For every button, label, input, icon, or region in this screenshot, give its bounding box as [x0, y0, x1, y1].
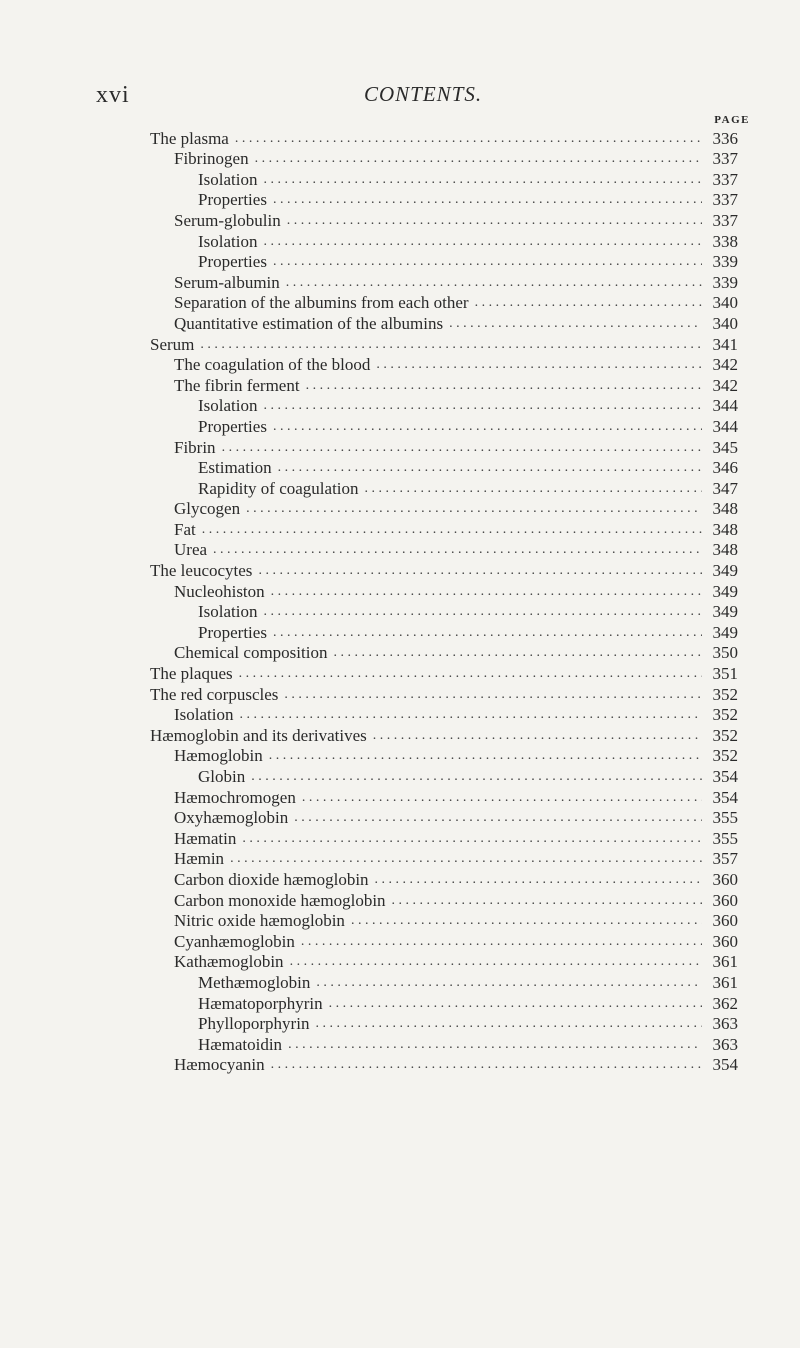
toc-entry [150, 725, 738, 746]
toc-entry-title: Cyanhæmoglobin [174, 931, 295, 951]
toc-entry-page: 347 [712, 478, 738, 498]
toc-entry-title: Carbon dioxide hæmoglobin [174, 869, 369, 889]
toc-entry [150, 519, 738, 540]
dot-leader [294, 808, 702, 828]
toc-entry-page: 338 [712, 231, 738, 251]
toc-entry [150, 560, 738, 581]
toc-entry [150, 746, 738, 767]
toc-entry-title: Properties [198, 622, 267, 642]
toc-entry-page: 344 [712, 416, 738, 436]
toc-entry-title: Isolation [174, 705, 234, 725]
toc-entry-page: 351 [712, 664, 738, 684]
dot-leader [449, 314, 702, 334]
toc-entry-title: Phylloporphyrin [198, 1014, 310, 1034]
dot-leader [255, 149, 702, 169]
toc-entry-page: 349 [712, 561, 738, 581]
toc-entry-title: Hæmocyanin [174, 1055, 265, 1075]
toc-entry [150, 931, 738, 952]
toc-entry [150, 396, 738, 417]
toc-entry [150, 993, 738, 1014]
page-column-label: PAGE [714, 114, 750, 126]
toc-entry-title: Hæmatoporphyrin [198, 993, 323, 1013]
toc-entry-page: 348 [712, 499, 738, 519]
toc-entry-page: 360 [712, 869, 738, 889]
toc-entry [150, 643, 738, 664]
toc-entry [150, 334, 738, 355]
toc-entry-page: 340 [712, 293, 738, 313]
toc-entry-page: 352 [712, 746, 738, 766]
toc-entry-title: Glycogen [174, 499, 241, 519]
toc-entry [150, 787, 738, 808]
toc-entry [150, 478, 738, 499]
dot-leader [271, 582, 702, 602]
toc-entry-page: 352 [712, 705, 738, 725]
toc-entry-page: 363 [712, 1034, 738, 1054]
toc-entry-page: 344 [712, 396, 738, 416]
toc-entry [150, 437, 738, 458]
dot-leader [235, 129, 702, 149]
dot-leader [302, 788, 702, 808]
dot-leader [475, 293, 702, 313]
toc-entry [150, 952, 738, 973]
toc-entry [150, 1034, 738, 1055]
toc-entry [150, 705, 738, 726]
dot-leader [306, 376, 702, 396]
toc-entry-page: 350 [712, 643, 738, 663]
dot-leader [273, 417, 702, 437]
toc-entry-page: 337 [712, 149, 738, 169]
toc-entry-page: 360 [712, 911, 738, 931]
toc-entry-page: 342 [712, 375, 738, 395]
toc-entry-page: 345 [712, 437, 738, 457]
toc-entry-page: 357 [712, 849, 738, 869]
toc-entry [150, 355, 738, 376]
dot-leader [271, 1055, 702, 1075]
toc-entry-title: Globin [198, 767, 246, 786]
toc-entry-title: Fat [174, 519, 196, 539]
toc-entry-title: The red corpuscles [150, 684, 279, 704]
dot-leader [290, 952, 702, 972]
dot-leader [264, 602, 703, 622]
dot-leader [269, 746, 702, 766]
toc-entry-page: 349 [712, 581, 738, 601]
dot-leader [258, 561, 702, 581]
toc-entry-page: 354 [712, 1055, 738, 1075]
toc-entry-page: 352 [712, 684, 738, 704]
toc-entry [150, 458, 738, 479]
dot-leader [315, 1014, 702, 1034]
toc-entry-title: Fibrin [174, 437, 216, 457]
toc-entry-page: 363 [712, 1014, 738, 1034]
toc-entry [150, 602, 738, 623]
toc-entry-page: 352 [712, 725, 738, 745]
running-title: CONTENTS. [364, 82, 483, 106]
toc-entry-page: 339 [712, 272, 738, 292]
toc-entry-title: Properties [198, 190, 267, 210]
dot-leader [222, 438, 702, 458]
dot-leader [200, 335, 702, 355]
toc-entry [150, 581, 738, 602]
toc-entry-title: Kathæmoglobin [174, 952, 284, 972]
toc-entry-title: Hæmatin [174, 828, 237, 848]
toc-entry-title: Hæmoglobin and its derivatives [150, 725, 367, 745]
toc-entry-page: 355 [712, 808, 738, 828]
toc-entry [150, 808, 738, 829]
toc-entry-page: 361 [712, 952, 738, 972]
toc-entry-title: Properties [198, 416, 267, 436]
dot-leader [273, 252, 702, 272]
toc-entry [150, 272, 738, 293]
toc-entry-page: 354 [712, 767, 738, 786]
toc-entry [150, 849, 738, 870]
dot-leader [333, 643, 702, 663]
dot-leader [278, 458, 702, 478]
toc-entry [150, 375, 738, 396]
toc-entry-page: 349 [712, 602, 738, 622]
toc-entry [150, 252, 738, 273]
toc-entry-title: Isolation [198, 169, 258, 189]
toc-entry-title: Isolation [198, 602, 258, 622]
toc-entry [150, 828, 738, 849]
dot-leader [316, 973, 702, 993]
toc-entry-title: Serum-albumin [174, 272, 280, 292]
toc-entry-page: 340 [712, 313, 738, 333]
dot-leader [284, 685, 702, 705]
toc-entry-title: Isolation [198, 231, 258, 251]
dot-leader [246, 499, 702, 519]
toc-entry [150, 622, 738, 643]
dot-leader [242, 829, 702, 849]
toc-entry-title: Nitric oxide hæmoglobin [174, 911, 345, 931]
toc-entry-title: Methæmoglobin [198, 972, 311, 992]
toc-entry [150, 313, 738, 334]
toc-entry-page: 360 [712, 890, 738, 910]
toc-entry-title: Isolation [198, 396, 258, 416]
dot-leader [273, 623, 702, 643]
dot-leader [329, 994, 702, 1014]
toc-entry-page: 361 [712, 972, 738, 992]
toc-entry-page: 354 [712, 787, 738, 807]
toc-entry-page: 348 [712, 519, 738, 539]
dot-leader [213, 540, 702, 560]
toc-entry-title: Hæmochromogen [174, 787, 296, 807]
toc-entry [150, 293, 738, 314]
toc-entry-title: Separation of the albumins from each other [174, 293, 469, 313]
toc-entry [150, 169, 738, 190]
dot-leader [202, 520, 702, 540]
toc-entry-page: 337 [712, 169, 738, 189]
toc-entry [150, 190, 738, 211]
dot-leader [264, 232, 703, 252]
toc-entry-title: Carbon monoxide hæmoglobin [174, 890, 386, 910]
toc-entry-page: 355 [712, 828, 738, 848]
toc-entry [150, 231, 738, 252]
dot-leader [230, 849, 702, 869]
dot-leader [264, 396, 703, 416]
toc-entry-page: 337 [712, 210, 738, 230]
toc-entry-page: 341 [712, 334, 738, 354]
toc-entry [150, 540, 738, 561]
toc-entry-page: 336 [712, 128, 738, 148]
toc-entry-title: Hæmatoidin [198, 1034, 283, 1054]
toc-entry-title: The leucocytes [150, 561, 253, 581]
dot-leader [375, 870, 702, 890]
toc-entry-title: Hæmin [174, 849, 225, 869]
dot-leader [376, 355, 702, 375]
dot-leader [264, 170, 703, 190]
toc-entry-title: The coagulation of the blood [174, 355, 371, 375]
toc-entry-page: 346 [712, 458, 738, 478]
toc-entry-title: Chemical composition [174, 643, 328, 663]
dot-leader [240, 705, 703, 725]
dot-leader [273, 190, 702, 210]
toc-entry [150, 766, 738, 787]
toc-entry-page: 360 [712, 931, 738, 951]
toc-entry-title: Serum-globulin [174, 210, 281, 230]
toc-entry [150, 1014, 738, 1035]
toc-entry-title: Quantitative estimation of the albumins [174, 313, 444, 333]
dot-leader [286, 273, 702, 293]
toc-entry-title: Properties [198, 252, 267, 272]
toc-entry [150, 210, 738, 231]
page-header [96, 82, 740, 112]
toc-entry-title: The fibrin ferment [174, 375, 300, 395]
dot-leader [287, 211, 702, 231]
toc-entry-page: 342 [712, 355, 738, 375]
toc-entry-title: Urea [174, 540, 208, 560]
toc-entry [150, 1055, 738, 1076]
toc-entry-page: 337 [712, 190, 738, 210]
toc-entry-title: Hæmoglobin [174, 746, 263, 766]
toc-entry-title: Estimation [198, 458, 272, 478]
dot-leader [392, 891, 702, 911]
toc-entry-page: 339 [712, 252, 738, 272]
toc-entry-page: 348 [712, 540, 738, 560]
toc-entry [150, 890, 738, 911]
toc-entry-page: 349 [712, 622, 738, 642]
toc-entry [150, 128, 738, 149]
toc-entry [150, 663, 738, 684]
dot-leader [373, 726, 702, 746]
dot-leader [351, 911, 702, 931]
toc-entry [150, 911, 738, 932]
page-number: xvi [96, 82, 130, 108]
dot-leader [251, 767, 702, 787]
toc-entry-title: The plasma [150, 128, 229, 148]
toc-entry [150, 684, 738, 705]
dot-leader [239, 664, 702, 684]
toc-entry [150, 149, 738, 170]
toc-entry-title: The plaques [150, 664, 233, 684]
dot-leader [288, 1035, 702, 1055]
toc-entry [150, 972, 738, 993]
toc-entry [150, 416, 738, 437]
table-of-contents [150, 128, 738, 1075]
toc-entry-title: Oxyhæmoglobin [174, 808, 289, 828]
dot-leader [301, 932, 702, 952]
toc-entry-page: 362 [712, 993, 738, 1013]
toc-entry-title: Nucleohiston [174, 581, 265, 601]
toc-entry-title: Rapidity of coagulation [198, 478, 359, 498]
toc-entry [150, 499, 738, 520]
toc-entry-title: Serum [150, 334, 195, 354]
toc-entry [150, 869, 738, 890]
toc-entry-title: Fibrinogen [174, 149, 249, 169]
dot-leader [365, 479, 702, 499]
